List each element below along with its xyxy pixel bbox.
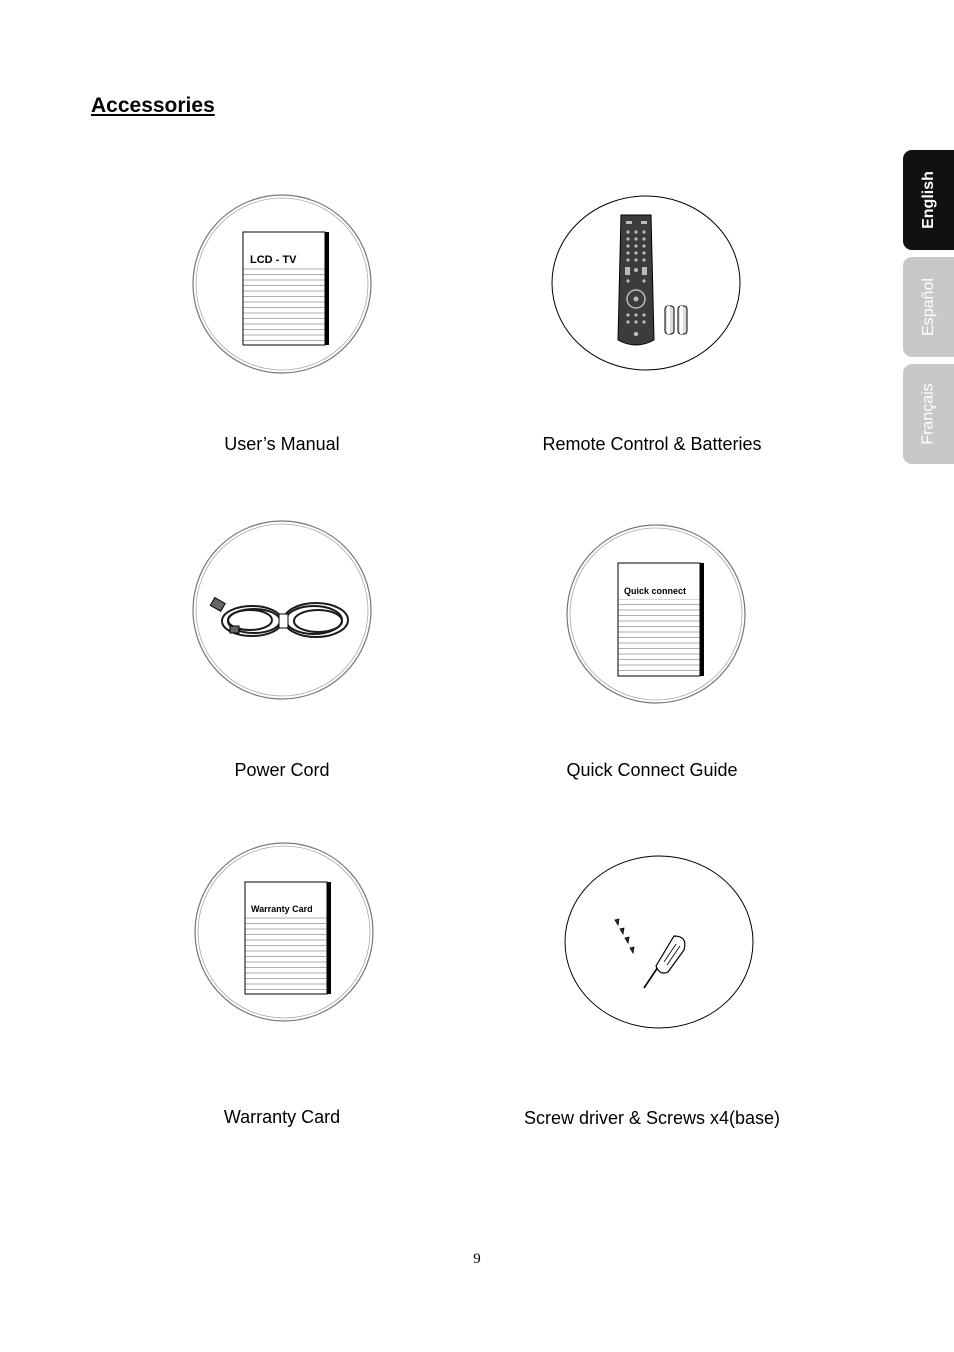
remote-control-icon	[618, 215, 654, 345]
caption-screws: Screw driver & Screws x4(base)	[523, 1108, 781, 1128]
users-manual-book-label: LCD - TV	[250, 254, 297, 266]
screws-icon	[615, 919, 634, 953]
tab-english-label: English	[919, 171, 937, 229]
page-title: Accessories	[91, 94, 215, 117]
screwdriver-icon	[644, 936, 685, 988]
caption-warranty-card: Warranty Card	[223, 1107, 341, 1127]
tab-francais-label: Français	[919, 383, 937, 445]
screws-illustration	[565, 856, 753, 1028]
quick-connect-book-label: Quick connect	[624, 586, 687, 596]
power-cord-illustration	[193, 521, 371, 699]
tab-espanol-label: Español	[919, 278, 937, 336]
warranty-illustration	[195, 843, 373, 1021]
page-number: 9	[473, 1251, 481, 1267]
caption-users-manual: User’s Manual	[224, 434, 340, 454]
batteries-icon	[665, 306, 687, 334]
warranty-book-label: Warranty Card	[251, 904, 313, 914]
users-manual-illustration	[193, 195, 371, 373]
caption-remote-control: Remote Control & Batteries	[542, 434, 762, 454]
remote-illustration	[552, 196, 740, 370]
caption-power-cord: Power Cord	[234, 760, 330, 780]
caption-quick-connect: Quick Connect Guide	[566, 760, 738, 780]
quick-connect-illustration	[567, 525, 745, 703]
